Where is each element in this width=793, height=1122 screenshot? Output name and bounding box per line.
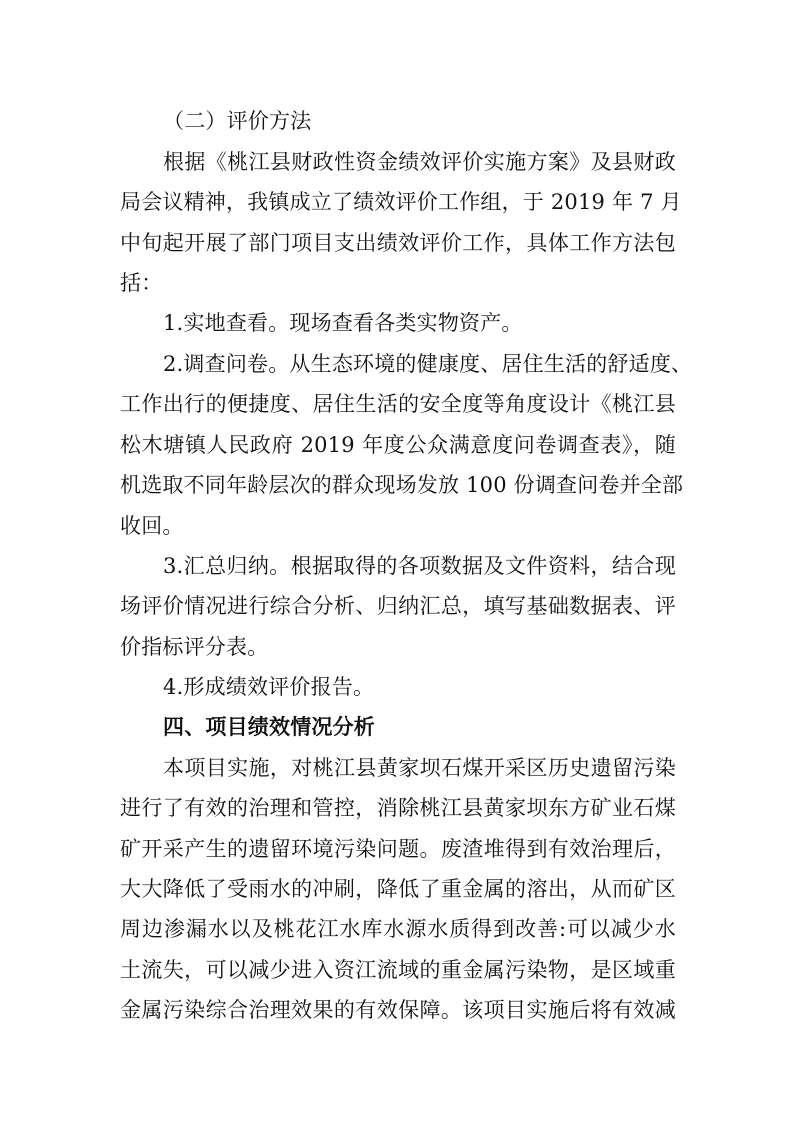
list-item-line: 机选取不同年龄层次的群众现场发放 100 份调查问卷并全部 [120,473,684,497]
paragraph-line: 大大降低了受雨水的冲刷，降低了重金属的溶出，从而矿区 [120,877,676,901]
list-item-line: 场评价情况进行综合分析、归纳汇总，填写基础数据表、评 [120,594,676,618]
chapter-heading: 四、项目绩效情况分析 [163,715,375,739]
paragraph-line: 周边渗漏水以及桃花江水库水源水质得到改善:可以减少水 [120,917,676,941]
paragraph-line: 根据《桃江县财政性资金绩效评价实施方案》及县财政 [163,150,676,174]
list-item-report: 4.形成绩效评价报告。 [163,675,375,699]
list-item-line: 3.汇总归纳。根据取得的各项数据及文件资料，结合现 [163,554,676,578]
paragraph-line: 金属污染综合治理效果的有效保障。该项目实施后将有效减 [120,998,676,1022]
paragraph-line: 进行了有效的治理和管控，消除桃江县黄家坝东方矿业石煤 [120,796,676,820]
paragraph-line: 本项目实施，对桃江县黄家坝石煤开采区历史遗留污染 [163,756,676,780]
paragraph-line: 局会议精神，我镇成立了绩效评价工作组，于 2019 年 7 月 [120,190,682,214]
list-item-line: 2.调查问卷。从生态环境的健康度、居住生活的舒适度、 [163,352,693,376]
list-item-line: 价指标评分表。 [120,635,269,659]
paragraph-line: 土流失，可以减少进入资江流域的重金属污染物，是区域重 [120,958,676,982]
paragraph-line: 括： [120,271,163,295]
list-item-line: 松木塘镇人民政府 2019 年度公众满意度问卷调查表》，随 [120,433,676,457]
paragraph-line: 矿开采产生的遗留环境污染问题。废渣堆得到有效治理后， [120,837,676,861]
list-item-line: 工作出行的便捷度、居住生活的安全度等角度设计《桃江县 [120,392,676,416]
paragraph-line: 中旬起开展了部门项目支出绩效评价工作，具体工作方法包 [120,231,676,255]
section-heading: （二）评价方法 [163,109,312,133]
list-item-site-inspection: 1.实地查看。现场查看各类实物资产。 [163,311,523,335]
list-item-line: 收回。 [120,514,184,538]
